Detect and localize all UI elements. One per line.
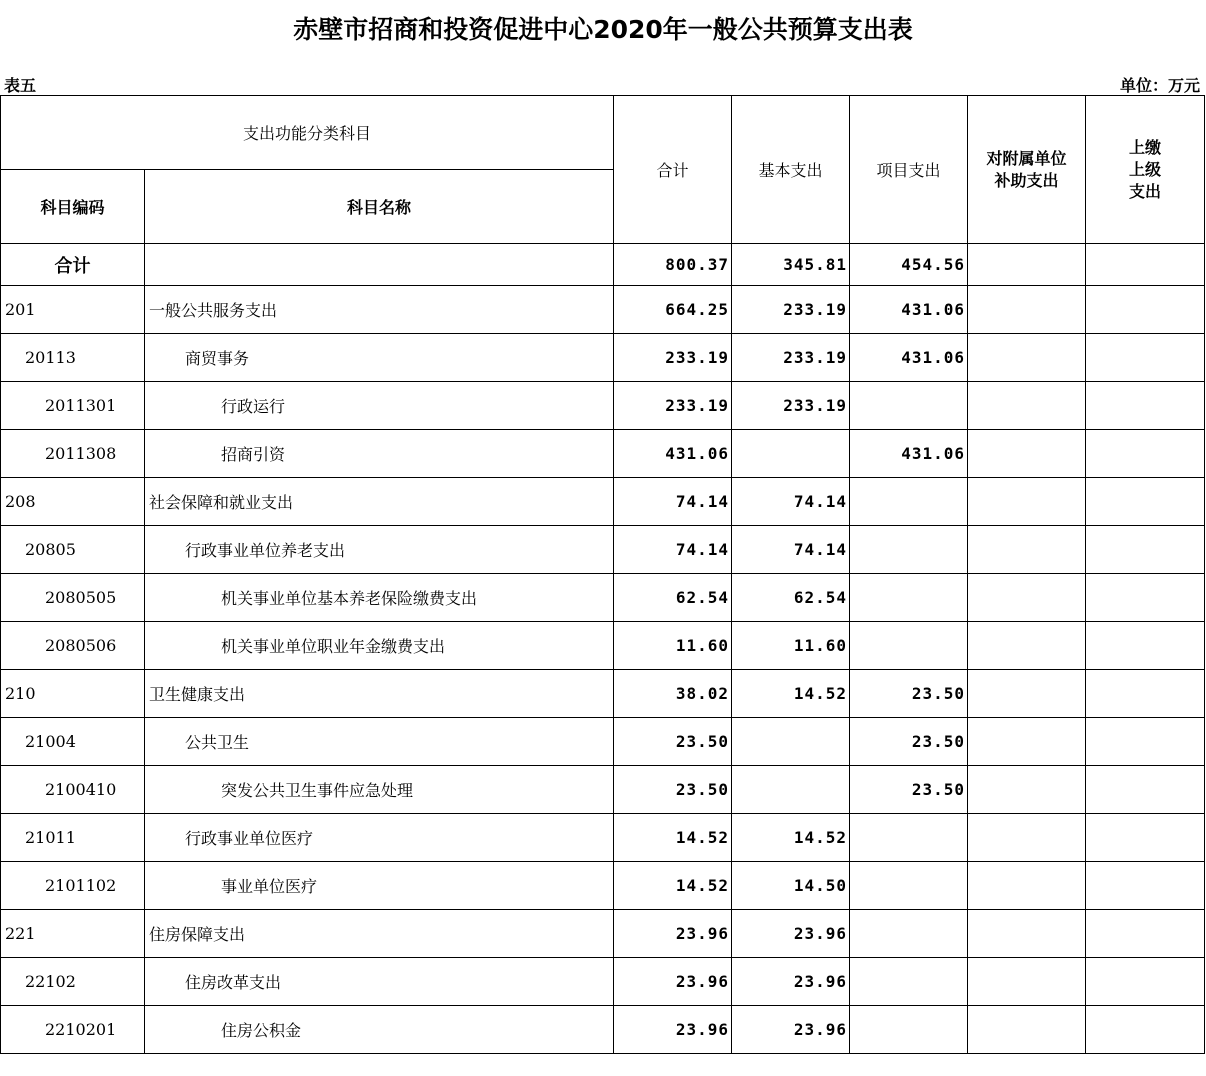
row-upper (1086, 286, 1205, 334)
row-project: 431.06 (850, 286, 968, 334)
row-basic (732, 718, 850, 766)
row-subsidy (968, 958, 1086, 1006)
row-project (850, 526, 968, 574)
row-upper (1086, 574, 1205, 622)
row-upper (1086, 382, 1205, 430)
row-upper (1086, 526, 1205, 574)
table-row (1, 910, 1205, 958)
row-code: 22102 (1, 958, 145, 1006)
table-row (1, 814, 1205, 862)
row-code: 221 (1, 910, 145, 958)
row-code: 2210201 (1, 1006, 145, 1054)
row-subsidy (968, 574, 1086, 622)
row-basic: 23.96 (732, 1006, 850, 1054)
row-total: 74.14 (614, 526, 732, 574)
row-code: 2100410 (1, 766, 145, 814)
row-basic: 74.14 (732, 478, 850, 526)
row-project: 431.06 (850, 430, 968, 478)
row-upper (1086, 622, 1205, 670)
row-code: 2011301 (1, 382, 145, 430)
table-row (1, 862, 1205, 910)
total-label: 合计 (1, 244, 145, 286)
total-sum-cell: 800.37 (614, 244, 732, 286)
row-upper (1086, 862, 1205, 910)
row-project (850, 910, 968, 958)
row-name: 行政事业单位医疗 (145, 814, 614, 862)
row-project (850, 1006, 968, 1054)
row-project (850, 622, 968, 670)
row-upper (1086, 958, 1205, 1006)
table-row (1, 430, 1205, 478)
row-subsidy (968, 526, 1086, 574)
row-project: 431.06 (850, 334, 968, 382)
table-row (1, 382, 1205, 430)
header-basic-expenditure: 基本支出 (732, 96, 850, 244)
header-upper-remit: 上缴上级支出 (1086, 96, 1205, 244)
header-total: 合计 (614, 96, 732, 244)
row-total: 23.96 (614, 910, 732, 958)
table-row (1, 526, 1205, 574)
row-total: 23.50 (614, 718, 732, 766)
row-code: 208 (1, 478, 145, 526)
row-upper (1086, 430, 1205, 478)
budget-table (0, 95, 1205, 1054)
row-basic (732, 430, 850, 478)
row-code: 201 (1, 286, 145, 334)
row-code: 21004 (1, 718, 145, 766)
row-basic: 14.50 (732, 862, 850, 910)
row-basic: 233.19 (732, 382, 850, 430)
row-name: 社会保障和就业支出 (145, 478, 614, 526)
row-subsidy (968, 814, 1086, 862)
row-total: 233.19 (614, 334, 732, 382)
row-basic: 14.52 (732, 670, 850, 718)
row-upper (1086, 718, 1205, 766)
row-total: 23.50 (614, 766, 732, 814)
row-project (850, 862, 968, 910)
row-project (850, 574, 968, 622)
row-basic: 233.19 (732, 334, 850, 382)
row-total: 74.14 (614, 478, 732, 526)
header-code: 科目编码 (1, 170, 145, 244)
row-code: 2101102 (1, 862, 145, 910)
row-code: 2080505 (1, 574, 145, 622)
row-code: 20805 (1, 526, 145, 574)
row-upper (1086, 670, 1205, 718)
row-upper (1086, 334, 1205, 382)
row-name: 商贸事务 (145, 334, 614, 382)
row-total: 62.54 (614, 574, 732, 622)
row-code: 210 (1, 670, 145, 718)
row-total: 23.96 (614, 1006, 732, 1054)
row-name: 公共卫生 (145, 718, 614, 766)
row-name: 卫生健康支出 (145, 670, 614, 718)
row-basic: 11.60 (732, 622, 850, 670)
table-row (1, 958, 1205, 1006)
row-subsidy (968, 862, 1086, 910)
table-row (1, 622, 1205, 670)
row-total: 14.52 (614, 862, 732, 910)
table-row (1, 766, 1205, 814)
row-total: 14.52 (614, 814, 732, 862)
row-total: 11.60 (614, 622, 732, 670)
row-name: 事业单位医疗 (145, 862, 614, 910)
row-subsidy (968, 766, 1086, 814)
row-name: 突发公共卫生事件应急处理 (145, 766, 614, 814)
row-basic: 233.19 (732, 286, 850, 334)
row-project: 23.50 (850, 718, 968, 766)
total-project-cell: 454.56 (850, 244, 968, 286)
row-subsidy (968, 910, 1086, 958)
table-row (1, 718, 1205, 766)
row-basic: 14.52 (732, 814, 850, 862)
row-upper (1086, 766, 1205, 814)
page-title: 赤壁市招商和投资促进中心2020年一般公共预算支出表 (293, 15, 913, 44)
row-code: 2080506 (1, 622, 145, 670)
row-basic: 23.96 (732, 958, 850, 1006)
row-total: 431.06 (614, 430, 732, 478)
row-subsidy (968, 334, 1086, 382)
header-subsidy: 对附属单位补助支出 (968, 96, 1086, 244)
row-total: 664.25 (614, 286, 732, 334)
header-function-category: 支出功能分类科目 (1, 96, 614, 170)
row-name: 行政运行 (145, 382, 614, 430)
total-name-cell (145, 244, 614, 286)
row-subsidy (968, 718, 1086, 766)
row-total: 233.19 (614, 382, 732, 430)
row-subsidy (968, 286, 1086, 334)
row-basic (732, 766, 850, 814)
row-name: 住房公积金 (145, 1006, 614, 1054)
header-name: 科目名称 (145, 170, 614, 244)
row-name: 住房改革支出 (145, 958, 614, 1006)
unit-label: 单位：万元 (1119, 76, 1200, 95)
total-upper-cell (1086, 244, 1205, 286)
row-name: 机关事业单位基本养老保险缴费支出 (145, 574, 614, 622)
table-row (1, 1006, 1205, 1054)
row-basic: 74.14 (732, 526, 850, 574)
row-subsidy (968, 382, 1086, 430)
table-row (1, 478, 1205, 526)
table-row (1, 334, 1205, 382)
row-upper (1086, 910, 1205, 958)
row-project (850, 382, 968, 430)
row-name: 机关事业单位职业年金缴费支出 (145, 622, 614, 670)
row-project (850, 814, 968, 862)
row-subsidy (968, 670, 1086, 718)
total-subsidy-cell (968, 244, 1086, 286)
row-upper (1086, 814, 1205, 862)
row-name: 一般公共服务支出 (145, 286, 614, 334)
table-row (1, 670, 1205, 718)
row-code: 21011 (1, 814, 145, 862)
row-subsidy (968, 478, 1086, 526)
row-code: 2011308 (1, 430, 145, 478)
table-number: 表五 (4, 76, 37, 95)
row-basic: 23.96 (732, 910, 850, 958)
row-upper (1086, 478, 1205, 526)
row-name: 招商引资 (145, 430, 614, 478)
row-name: 住房保障支出 (145, 910, 614, 958)
row-subsidy (968, 430, 1086, 478)
row-project (850, 478, 968, 526)
row-project: 23.50 (850, 670, 968, 718)
table-row (1, 574, 1205, 622)
row-project (850, 958, 968, 1006)
table-row (1, 286, 1205, 334)
row-name: 行政事业单位养老支出 (145, 526, 614, 574)
row-upper (1086, 1006, 1205, 1054)
total-basic-cell: 345.81 (732, 244, 850, 286)
header-project-expenditure: 项目支出 (850, 96, 968, 244)
row-project: 23.50 (850, 766, 968, 814)
row-subsidy (968, 1006, 1086, 1054)
total-row (1, 244, 1205, 286)
row-total: 38.02 (614, 670, 732, 718)
row-subsidy (968, 622, 1086, 670)
row-basic: 62.54 (732, 574, 850, 622)
row-code: 20113 (1, 334, 145, 382)
row-total: 23.96 (614, 958, 732, 1006)
